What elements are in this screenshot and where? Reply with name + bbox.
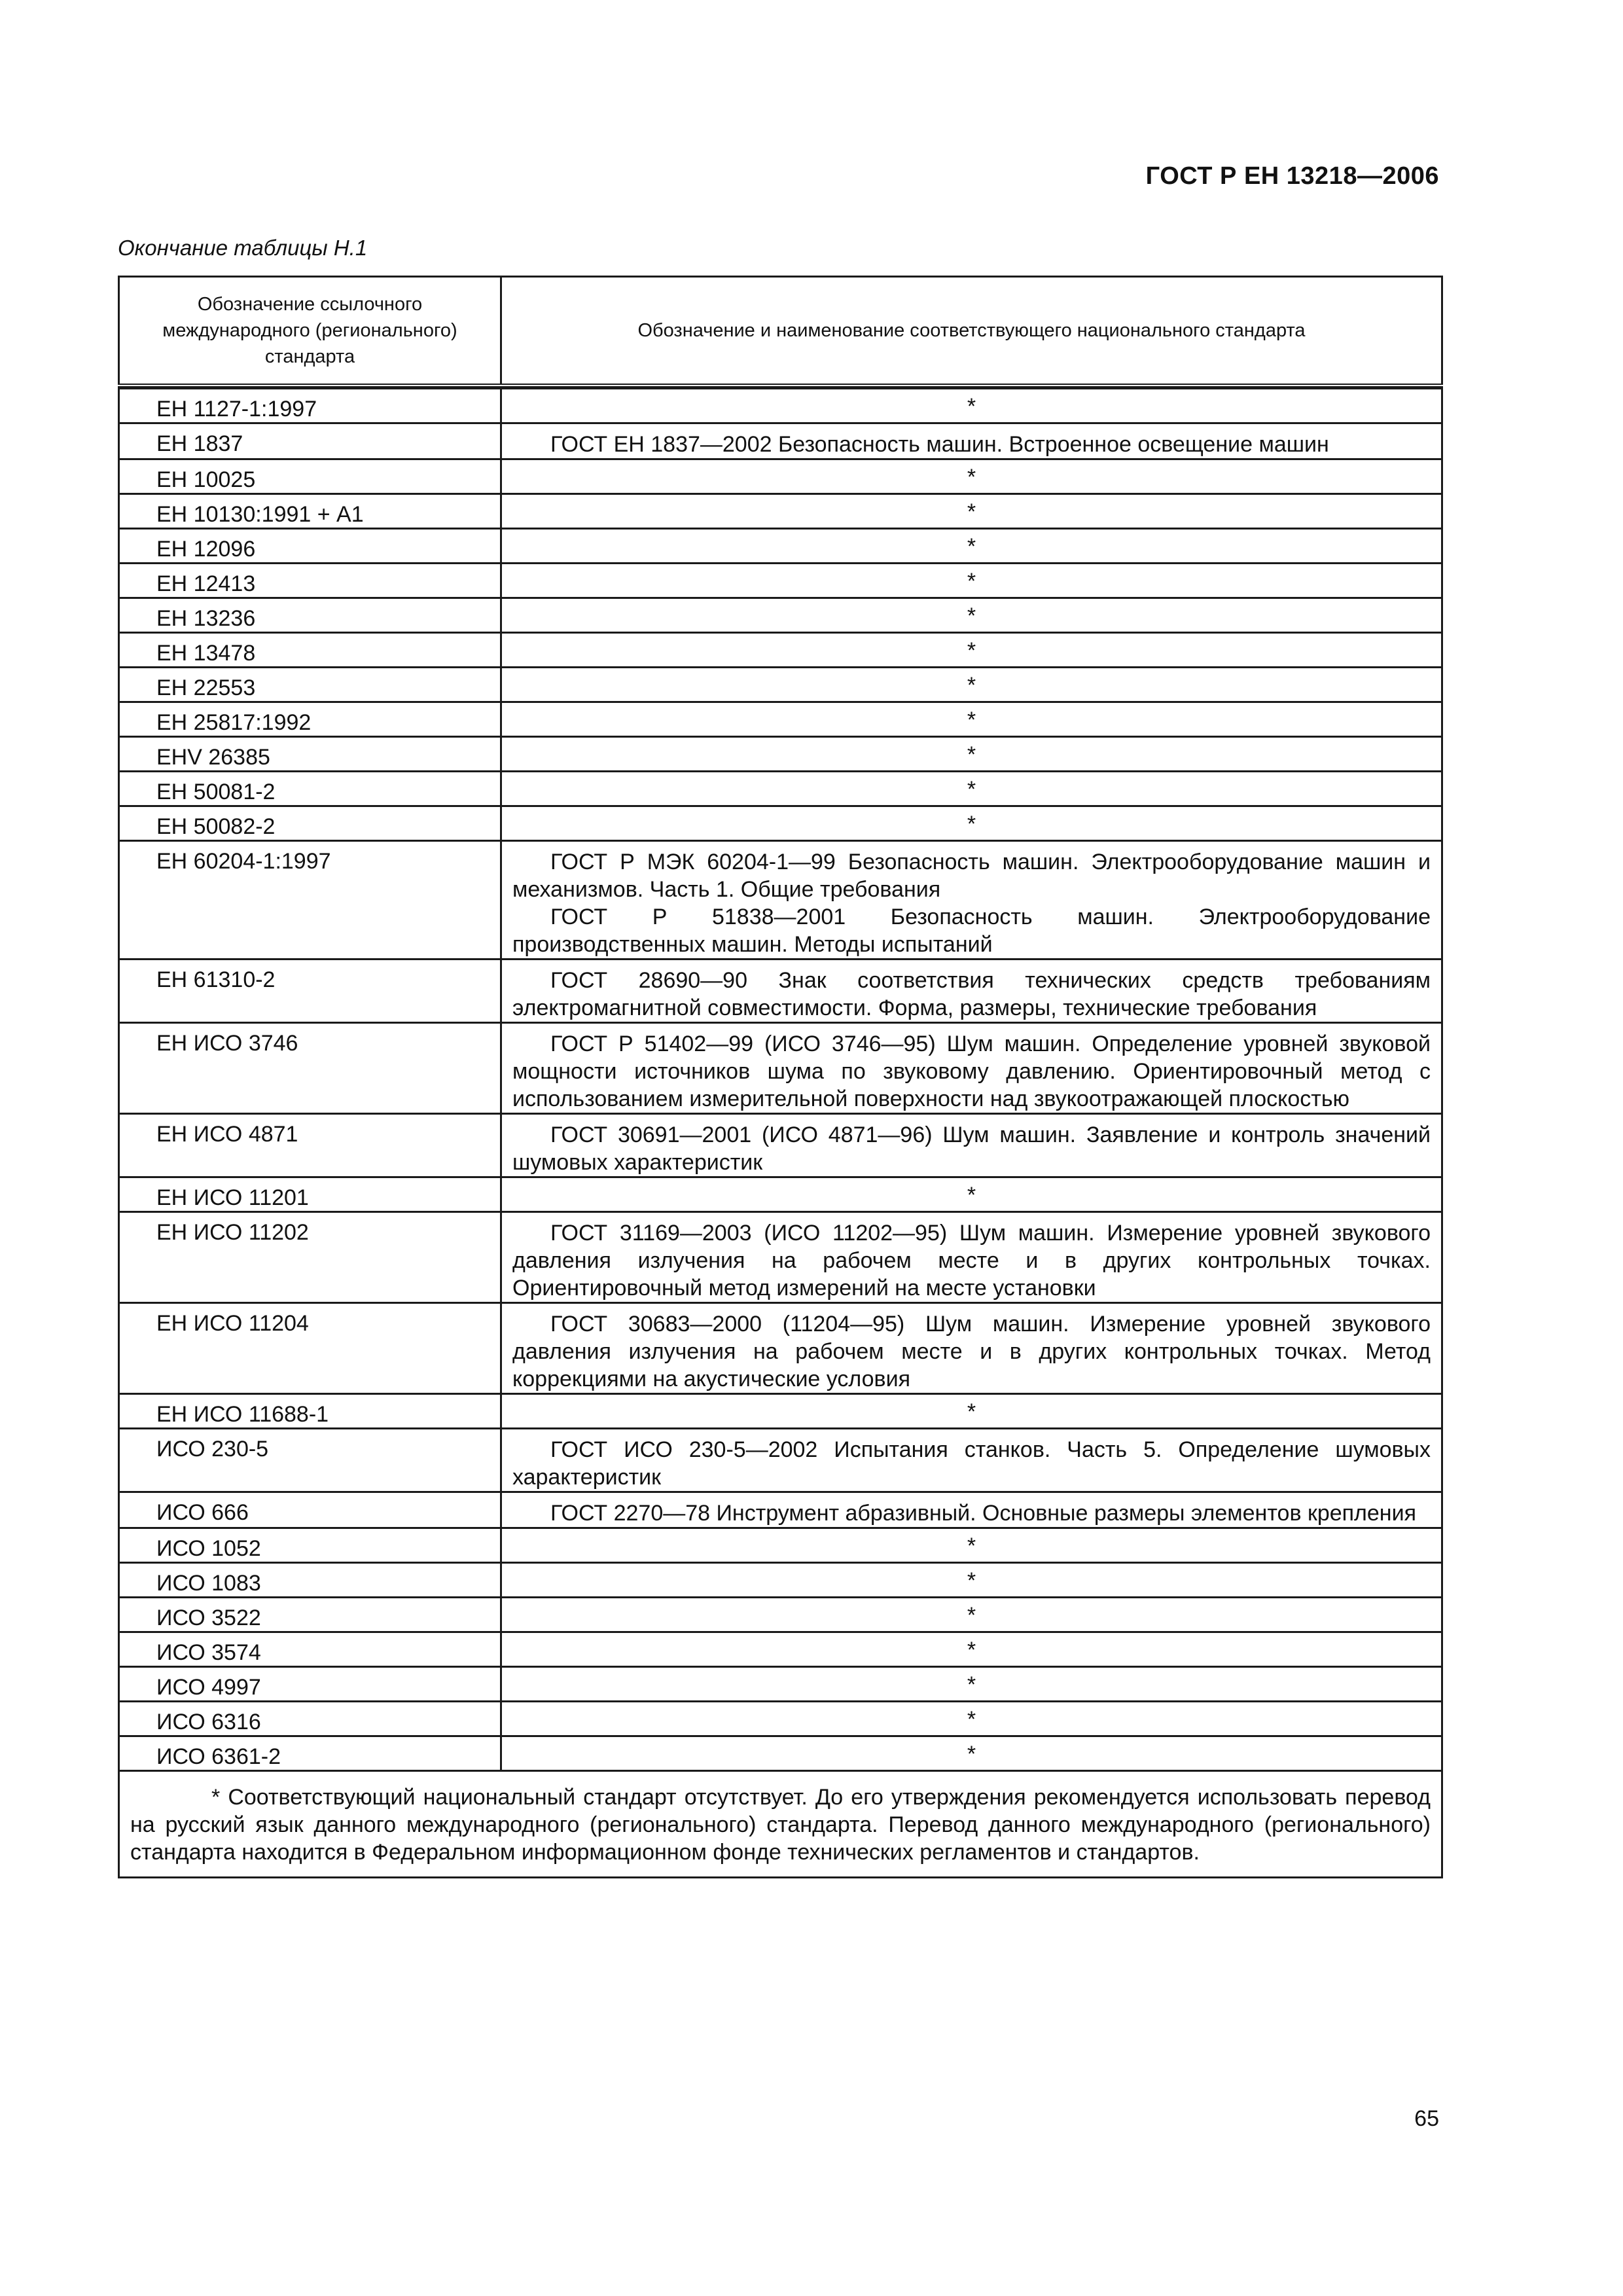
table-row (119, 1598, 1442, 1632)
standard-code-cell: ИСО 666 (119, 1492, 501, 1528)
footnote-row (119, 1771, 1442, 1878)
standard-code-cell: ЕН ИСО 11204 (119, 1303, 501, 1394)
standard-code-cell: ИСО 1052 (119, 1528, 501, 1563)
national-standard-paragraph: ГОСТ 31169—2003 (ИСО 11202—95) Шум машин. Измерение уровней звукового давления излучения на рабочем месте и в других контрольных точках. Ориентировочный метод измерений на месте установки (512, 1221, 1431, 1300)
standard-code-cell: ЕН 1127-1:1997 (119, 389, 501, 423)
table-row (119, 1632, 1442, 1667)
table-body (119, 386, 1442, 1878)
table-row (119, 1023, 1442, 1114)
no-national-standard-mark: * (501, 1667, 1442, 1702)
standard-code-cell: ЕН 22553 (119, 668, 501, 702)
standard-code-cell: ЕН 10130:1991 + A1 (119, 494, 501, 529)
no-national-standard-mark: * (501, 1563, 1442, 1598)
no-national-standard-mark: * (501, 1394, 1442, 1429)
standard-code-cell: ИСО 3574 (119, 1632, 501, 1667)
standard-code-cell: ЕН ИСО 11201 (119, 1177, 501, 1212)
no-national-standard-mark: * (501, 598, 1442, 633)
standard-code-cell: ИСО 6361-2 (119, 1736, 501, 1771)
standard-code-cell: ЕН 50081-2 (119, 772, 501, 806)
national-standard-cell (501, 1212, 1442, 1303)
table-row (119, 1394, 1442, 1429)
national-standard-paragraph: ГОСТ Р МЭК 60204-1—99 Безопасность машин. Электрооборудование машин и механизмов. Часть 1. Общие требования (512, 850, 1431, 902)
standard-code-cell: ЕН 50082-2 (119, 806, 501, 841)
national-standard-cell (501, 1492, 1442, 1528)
table-row (119, 1563, 1442, 1598)
national-standard-paragraph: ГОСТ Р 51838—2001 Безопасность машин. Электрооборудование производственных машин. Методы испытаний (512, 905, 1431, 957)
table-row (119, 1528, 1442, 1563)
footnote-cell (119, 1771, 1442, 1878)
table-row (119, 1492, 1442, 1528)
page-number: 65 (1414, 2106, 1439, 2131)
no-national-standard-mark: * (501, 702, 1442, 737)
standard-code-cell: ЕН 10025 (119, 459, 501, 494)
no-national-standard-mark: * (501, 529, 1442, 564)
no-national-standard-mark: * (501, 459, 1442, 494)
no-national-standard-mark: * (501, 1598, 1442, 1632)
table-row (119, 702, 1442, 737)
table-row (119, 598, 1442, 633)
national-standard-paragraph: ГОСТ 30691—2001 (ИСО 4871—96) Шум машин. Заявление и контроль значений шумовых характеристик (512, 1122, 1431, 1175)
national-standard-paragraph: ГОСТ Р 51402—99 (ИСО 3746—95) Шум машин. Определение уровней звуковой мощности источников шума по звуковому давлению. Ориентировочный метод с использованием измерительной поверхности над звукоотражающей плоскостью (512, 1031, 1431, 1111)
table-row (119, 423, 1442, 459)
national-standard-paragraph: ГОСТ ЕН 1837—2002 Безопасность машин. Встроенное освещение машин (550, 432, 1329, 457)
table-row (119, 459, 1442, 494)
standard-code-cell: ИСО 3522 (119, 1598, 501, 1632)
table-row (119, 633, 1442, 668)
no-national-standard-mark: * (501, 806, 1442, 841)
no-national-standard-mark: * (501, 1702, 1442, 1736)
standard-code-cell: ЕН 13478 (119, 633, 501, 668)
standard-code-cell: ИСО 230-5 (119, 1429, 501, 1492)
no-national-standard-mark: * (501, 564, 1442, 598)
col1-header: Обозначение ссылочного международного (регионального) стандарта (119, 277, 501, 386)
national-standard-paragraph: ГОСТ 28690—90 Знак соответствия технических средств требованиям электромагнитной совместимости. Форма, размеры, технические требования (512, 968, 1431, 1020)
table-row (119, 841, 1442, 960)
standard-code-cell: ЕН 13236 (119, 598, 501, 633)
table-row (119, 1114, 1442, 1177)
no-national-standard-mark: * (501, 633, 1442, 668)
standard-code-cell: ЕН ИСО 11688-1 (119, 1394, 501, 1429)
standard-code-cell: ЕН 25817:1992 (119, 702, 501, 737)
standard-code-cell: ЕНV 26385 (119, 737, 501, 772)
table-row (119, 737, 1442, 772)
standard-code-cell: ЕН 1837 (119, 423, 501, 459)
table-row (119, 1303, 1442, 1394)
table-row (119, 960, 1442, 1023)
standard-code-cell: ЕН ИСО 4871 (119, 1114, 501, 1177)
table-row (119, 1667, 1442, 1702)
no-national-standard-mark: * (501, 737, 1442, 772)
national-standard-cell (501, 841, 1442, 960)
standards-table (118, 276, 1443, 1878)
table-row (119, 668, 1442, 702)
national-standard-paragraph: ГОСТ 30683—2000 (11204—95) Шум машин. Измерение уровней звукового давления излучения на рабочем месте и в других контрольных точках. Метод коррекциями на акустические условия (512, 1312, 1431, 1391)
national-standard-cell (501, 1023, 1442, 1114)
footnote-text: * Соответствующий национальный стандарт отсутствует. До его утверждения рекомендуется использовать перевод на русский язык данного международного (регионального) стандарта. Перевод данного международного (регионального) стандарта находится в Федеральном информационном фонде технических регламентов и стандартов. (130, 1785, 1431, 1865)
col2-header: Обозначение и наименование соответствующего национального стандарта (501, 277, 1442, 386)
national-standard-paragraph: ГОСТ ИСО 230-5—2002 Испытания станков. Часть 5. Определение шумовых характеристик (512, 1437, 1431, 1490)
table-row (119, 772, 1442, 806)
national-standard-cell (501, 423, 1442, 459)
national-standard-paragraph: ГОСТ 2270—78 Инструмент абразивный. Основные размеры элементов крепления (550, 1501, 1416, 1526)
standard-code-cell: ЕН ИСО 11202 (119, 1212, 501, 1303)
standard-code-cell: ИСО 1083 (119, 1563, 501, 1598)
standard-code-cell: ЕН 12096 (119, 529, 501, 564)
standard-code-cell: ЕН 12413 (119, 564, 501, 598)
no-national-standard-mark: * (501, 1177, 1442, 1212)
table-row (119, 389, 1442, 423)
no-national-standard-mark: * (501, 1736, 1442, 1771)
no-national-standard-mark: * (501, 772, 1442, 806)
table-row (119, 1429, 1442, 1492)
table-row (119, 806, 1442, 841)
table-row (119, 1736, 1442, 1771)
table-caption: Окончание таблицы Н.1 (118, 236, 368, 260)
no-national-standard-mark: * (501, 389, 1442, 423)
no-national-standard-mark: * (501, 668, 1442, 702)
table-header-row (119, 277, 1442, 386)
standard-code-cell: ЕН 60204-1:1997 (119, 841, 501, 960)
standard-code-cell: ЕН 61310-2 (119, 960, 501, 1023)
standard-code-cell: ИСО 6316 (119, 1702, 501, 1736)
standard-code-cell: ИСО 4997 (119, 1667, 501, 1702)
no-national-standard-mark: * (501, 494, 1442, 529)
national-standard-cell (501, 1429, 1442, 1492)
table-row (119, 494, 1442, 529)
national-standard-cell (501, 960, 1442, 1023)
table-row (119, 564, 1442, 598)
table-row (119, 1702, 1442, 1736)
no-national-standard-mark: * (501, 1528, 1442, 1563)
table-row (119, 529, 1442, 564)
no-national-standard-mark: * (501, 1632, 1442, 1667)
document-header: ГОСТ Р ЕН 13218—2006 (1145, 162, 1439, 190)
table-row (119, 1212, 1442, 1303)
standards-table-container (118, 276, 1441, 1878)
national-standard-cell (501, 1114, 1442, 1177)
table-row (119, 1177, 1442, 1212)
national-standard-cell (501, 1303, 1442, 1394)
standard-code-cell: ЕН ИСО 3746 (119, 1023, 501, 1114)
